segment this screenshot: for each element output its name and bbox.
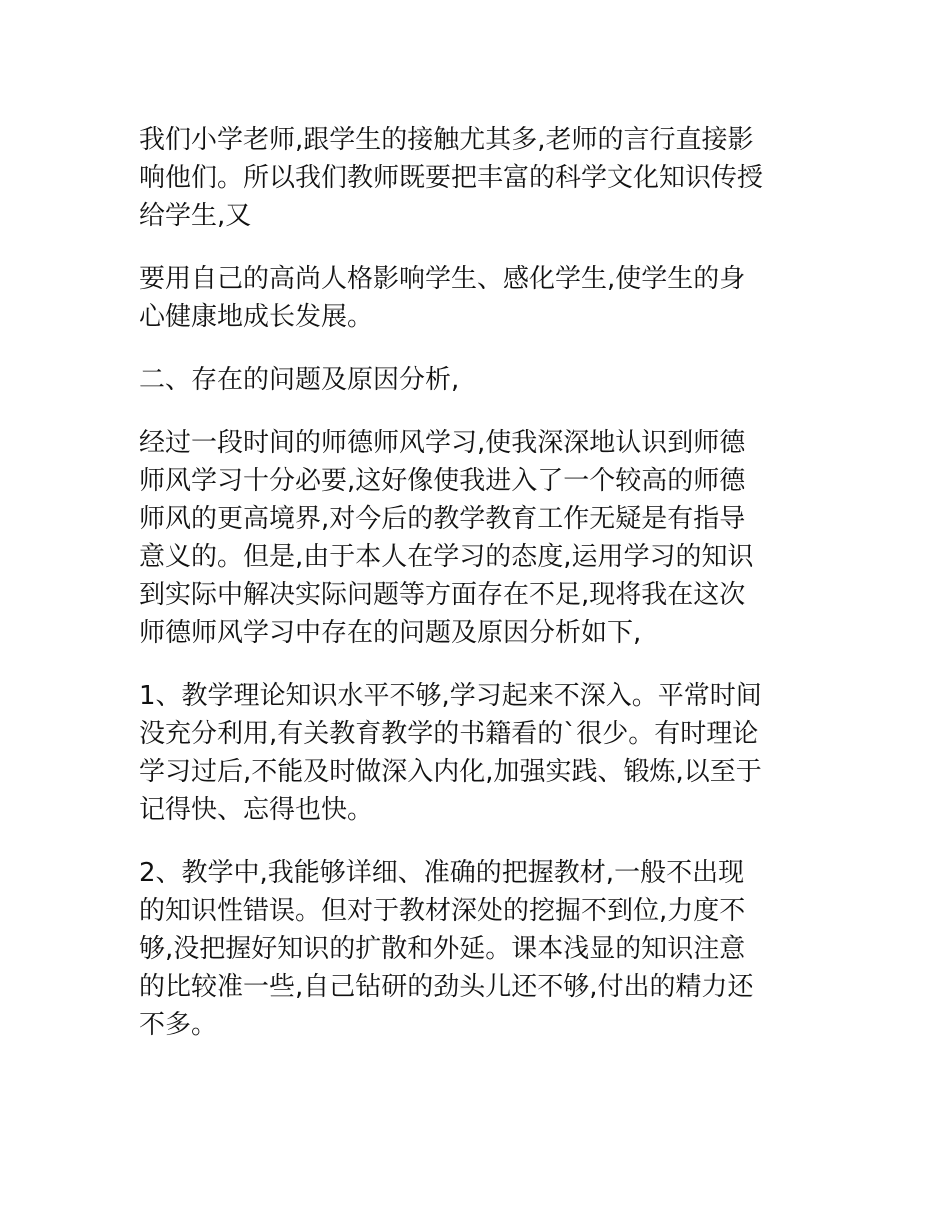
document-body xyxy=(139,121,814,1069)
text-line: 2、教学中,我能够详细、准确的把握教材,一般不出现 xyxy=(139,858,745,888)
section-heading xyxy=(139,361,814,399)
text-line: 心健康地成长发展。 xyxy=(139,302,374,332)
text-line: 师德师风学习中存在的问题及原因分析如下, xyxy=(139,618,642,648)
text-line: 给学生,又 xyxy=(139,201,252,231)
list-item-2 xyxy=(139,854,814,1044)
text-line: 意义的。但是,由于本人在学习的态度,运用学习的知识 xyxy=(139,542,754,572)
text-line: 经过一段时间的师德师风学习,使我深深地认识到师德 xyxy=(139,428,746,458)
paragraph-4 xyxy=(139,424,814,652)
paragraph-1 xyxy=(139,121,814,235)
text-line: 没充分利用,有关教育教学的书籍看的`很少。有时理论 xyxy=(139,719,759,749)
text-line: 够,没把握好知识的扩散和外延。课本浅显的知识注意 xyxy=(139,934,746,964)
text-line: 到实际中解决实际问题等方面存在不足,现将我在这次 xyxy=(139,580,746,610)
text-line: 要用自己的高尚人格影响学生、感化学生,使学生的身 xyxy=(139,264,746,294)
text-line: 师风学习十分必要,这好像使我进入了一个较高的师德 xyxy=(139,466,746,496)
text-line: 的比较准一些,自己钻研的劲头儿还不够,付出的精力还 xyxy=(139,972,754,1002)
heading-text: 二、存在的问题及原因分析, xyxy=(139,365,460,395)
text-line: 我们小学老师,跟学生的接触尤其多,老师的言行直接影 xyxy=(139,125,754,155)
text-line: 师风的更高境界,对今后的教学教育工作无疑是有指导 xyxy=(139,504,746,534)
paragraph-2 xyxy=(139,260,814,336)
list-item-1 xyxy=(139,677,814,829)
text-line: 的知识性错误。但对于教材深处的挖掘不到位,力度不 xyxy=(139,896,746,926)
text-line: 响他们。所以我们教师既要把丰富的科学文化知识传授 xyxy=(139,163,764,193)
text-line: 1、教学理论知识水平不够,学习起来不深入。平常时间 xyxy=(139,681,762,711)
text-line: 记得快、忘得也快。 xyxy=(139,795,374,825)
text-line: 不多。 xyxy=(139,1010,218,1040)
text-line: 学习过后,不能及时做深入内化,加强实践、锻炼,以至于 xyxy=(139,757,762,787)
